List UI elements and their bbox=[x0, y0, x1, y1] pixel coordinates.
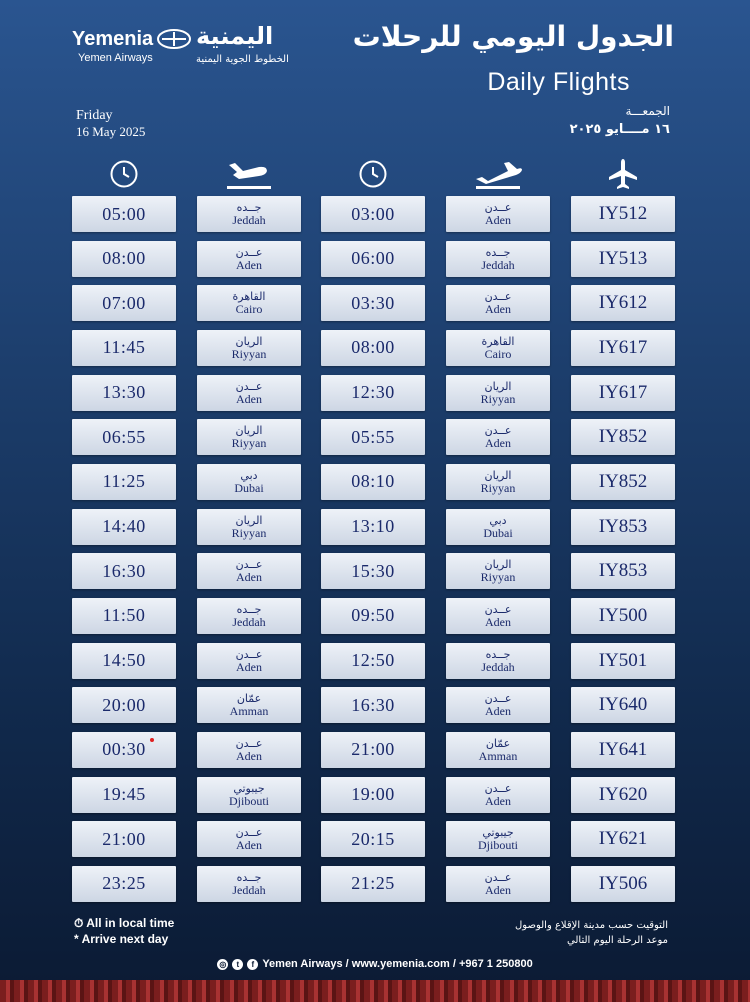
flight-cell bbox=[571, 553, 675, 589]
city-cell bbox=[446, 687, 550, 723]
flight-number: IY853 bbox=[598, 560, 648, 582]
flight-number: IY500 bbox=[598, 604, 648, 626]
city-name-ar: الريان bbox=[235, 513, 263, 527]
time-value: 21:00 bbox=[351, 739, 395, 760]
time-value: 09:50 bbox=[351, 605, 395, 626]
time-cell bbox=[72, 464, 176, 500]
departure-icon bbox=[446, 156, 550, 192]
time-cell bbox=[72, 509, 176, 545]
city-name-en: Aden bbox=[485, 436, 511, 451]
city-cell bbox=[197, 553, 301, 589]
logo-subtitle-ar: الخطوط الجوية اليمنية bbox=[196, 54, 289, 65]
time-cell bbox=[72, 330, 176, 366]
flight-number: IY620 bbox=[598, 783, 648, 805]
instagram-icon[interactable]: ◎ bbox=[217, 959, 228, 970]
time-cell bbox=[321, 866, 425, 902]
city-name-en: Aden bbox=[236, 391, 262, 406]
city-name-en: Aden bbox=[236, 838, 262, 853]
city-name-ar: عــدن bbox=[484, 290, 512, 304]
time-value: 19:45 bbox=[102, 784, 146, 805]
time-value: 21:25 bbox=[351, 873, 395, 894]
city-name-ar: عمّان bbox=[485, 736, 511, 750]
city-cell bbox=[197, 375, 301, 411]
facebook-icon[interactable]: f bbox=[247, 959, 258, 970]
time-value: 03:00 bbox=[351, 203, 395, 224]
city-cell bbox=[197, 598, 301, 634]
date-label-ar: ١٦ مــــايو ٢٠٢٥ bbox=[569, 122, 670, 137]
time-cell bbox=[72, 732, 176, 768]
flight-cell bbox=[571, 643, 675, 679]
city-cell bbox=[197, 643, 301, 679]
time-cell bbox=[321, 643, 425, 679]
city-name-en: Amman bbox=[478, 748, 518, 763]
clock-icon bbox=[321, 156, 425, 192]
time-value: 21:00 bbox=[102, 828, 146, 849]
time-cell bbox=[72, 375, 176, 411]
city-name-en: Aden bbox=[236, 748, 262, 763]
city-name-ar: عــدن bbox=[235, 379, 263, 393]
city-cell bbox=[446, 777, 550, 813]
time-value: 14:40 bbox=[102, 516, 146, 537]
city-name-ar: القاهرة bbox=[232, 290, 266, 304]
arrival-icon bbox=[197, 156, 301, 192]
twitter-icon[interactable]: t bbox=[232, 959, 243, 970]
flight-cell bbox=[571, 241, 675, 277]
city-cell bbox=[197, 285, 301, 321]
city-name-en: Jeddah bbox=[232, 882, 266, 897]
flight-number: IY617 bbox=[598, 336, 648, 358]
city-cell bbox=[446, 643, 550, 679]
flight-number-column bbox=[571, 196, 675, 911]
time-value: 08:00 bbox=[102, 248, 146, 269]
flight-cell bbox=[571, 330, 675, 366]
city-name-ar: عــدن bbox=[484, 692, 512, 706]
time-cell bbox=[72, 553, 176, 589]
city-name-ar: الريان bbox=[484, 379, 512, 393]
city-name-ar: عمّان bbox=[236, 692, 262, 706]
flight-number: IY506 bbox=[598, 872, 648, 894]
city-cell bbox=[197, 509, 301, 545]
time-cell bbox=[321, 464, 425, 500]
city-name-en: Riyyan bbox=[480, 570, 516, 585]
city-name-en: Aden bbox=[236, 257, 262, 272]
flight-cell bbox=[571, 285, 675, 321]
city-cell bbox=[197, 687, 301, 723]
city-name-en: Aden bbox=[236, 659, 262, 674]
time-cell bbox=[321, 687, 425, 723]
time-cell bbox=[72, 285, 176, 321]
city-name-ar: عــدن bbox=[484, 870, 512, 884]
time-value: 11:45 bbox=[102, 337, 146, 358]
clock-icon bbox=[72, 156, 176, 192]
city-name-en: Riyyan bbox=[231, 525, 267, 540]
city-name-en: Riyyan bbox=[480, 391, 516, 406]
city-cell bbox=[197, 330, 301, 366]
city-name-en: Riyyan bbox=[231, 436, 267, 451]
flight-number: IY513 bbox=[598, 247, 648, 269]
city-name-en: Riyyan bbox=[480, 480, 516, 495]
time-cell bbox=[321, 375, 425, 411]
time-value: 12:50 bbox=[351, 650, 395, 671]
time-value: 16:30 bbox=[351, 694, 395, 715]
city-name-ar: الريان bbox=[235, 334, 263, 348]
city-cell bbox=[197, 464, 301, 500]
city-name-ar: جــده bbox=[236, 201, 262, 214]
time-value: 03:30 bbox=[351, 292, 395, 313]
city-cell bbox=[446, 866, 550, 902]
time-cell bbox=[72, 598, 176, 634]
city-name-en: Amman bbox=[229, 704, 269, 719]
page-title-ar: الجدول اليومي للرحلات bbox=[352, 20, 674, 53]
time-cell bbox=[72, 241, 176, 277]
city-name-ar: عــدن bbox=[235, 826, 263, 840]
day-label-ar: الجمعـــة bbox=[625, 104, 670, 118]
city-cell bbox=[197, 241, 301, 277]
city-name-en: Riyyan bbox=[231, 346, 267, 361]
city-name-en: Aden bbox=[485, 213, 511, 227]
arrival-time-column bbox=[72, 196, 176, 911]
time-cell bbox=[321, 598, 425, 634]
time-value: 19:00 bbox=[351, 784, 395, 805]
time-cell bbox=[72, 687, 176, 723]
flight-cell bbox=[571, 464, 675, 500]
city-cell bbox=[446, 553, 550, 589]
destination-column bbox=[197, 196, 301, 911]
time-value: 08:10 bbox=[351, 471, 395, 492]
city-cell bbox=[446, 732, 550, 768]
flight-cell bbox=[571, 419, 675, 455]
time-cell bbox=[321, 732, 425, 768]
city-name-ar: عــدن bbox=[484, 781, 512, 795]
flight-cell bbox=[571, 687, 675, 723]
time-value: 23:25 bbox=[102, 873, 146, 894]
city-cell bbox=[197, 777, 301, 813]
city-name-ar: جــده bbox=[485, 647, 511, 661]
time-cell bbox=[321, 821, 425, 857]
yemenia-emblem-icon bbox=[156, 28, 192, 50]
time-cell bbox=[321, 553, 425, 589]
city-name-en: Dubai bbox=[234, 480, 264, 495]
flight-number: IY640 bbox=[598, 694, 648, 716]
day-label-en: Friday bbox=[76, 108, 113, 123]
city-name-en: Cairo bbox=[235, 302, 263, 317]
flight-cell bbox=[571, 866, 675, 902]
page-title-en: Daily Flights bbox=[487, 68, 630, 96]
city-cell bbox=[446, 464, 550, 500]
departure-time-column bbox=[321, 196, 425, 911]
city-name-ar: عــدن bbox=[484, 424, 512, 438]
note-local-time-ar: التوقيت حسب مدينة الإقلاع والوصول bbox=[515, 920, 668, 931]
time-cell bbox=[72, 866, 176, 902]
time-value: 00:30 bbox=[102, 739, 146, 760]
flight-number: IY617 bbox=[598, 381, 648, 403]
time-value: 16:30 bbox=[102, 560, 146, 581]
note-next-day-en: * Arrive next day bbox=[74, 932, 169, 946]
city-name-ar: الريان bbox=[484, 558, 512, 572]
time-cell bbox=[321, 509, 425, 545]
time-value: 05:55 bbox=[351, 426, 395, 447]
city-cell bbox=[446, 375, 550, 411]
time-value: 20:15 bbox=[351, 828, 395, 849]
city-name-ar: جــده bbox=[236, 602, 262, 616]
city-cell bbox=[446, 821, 550, 857]
time-cell bbox=[321, 777, 425, 813]
logo-text-en: Yemenia bbox=[72, 28, 154, 50]
flight-icon bbox=[571, 156, 675, 192]
city-name-ar: عــدن bbox=[235, 736, 263, 750]
flight-number: IY641 bbox=[598, 738, 648, 760]
note-next-day-ar: موعد الرحلة اليوم التالي bbox=[567, 935, 668, 946]
time-cell bbox=[72, 643, 176, 679]
city-name-en: Aden bbox=[485, 704, 511, 719]
origin-column bbox=[446, 196, 550, 911]
city-name-en: Jeddah bbox=[481, 659, 515, 674]
time-cell bbox=[321, 196, 425, 232]
city-name-en: Aden bbox=[485, 614, 511, 629]
logo-subtitle-en: Yemen Airways bbox=[78, 52, 153, 64]
time-value: 14:50 bbox=[102, 650, 146, 671]
city-cell bbox=[197, 196, 301, 232]
city-name-ar: القاهرة bbox=[481, 334, 515, 348]
time-value: 11:25 bbox=[102, 471, 146, 492]
city-name-ar: دبي bbox=[489, 513, 507, 527]
flight-cell bbox=[571, 196, 675, 232]
flight-number: IY612 bbox=[598, 292, 648, 314]
footer-contact-text: Yemen Airways / www.yemenia.com / +967 1 250800 bbox=[262, 958, 533, 970]
city-cell bbox=[446, 509, 550, 545]
city-name-en: Djibouti bbox=[477, 838, 518, 853]
flight-cell bbox=[571, 598, 675, 634]
flight-number: IY853 bbox=[598, 515, 648, 537]
city-name-ar: جــده bbox=[236, 870, 262, 884]
city-name-ar: عــدن bbox=[235, 647, 263, 661]
city-name-ar: الريان bbox=[484, 468, 512, 482]
city-name-en: Aden bbox=[485, 302, 511, 317]
flight-cell bbox=[571, 777, 675, 813]
note-local-time-en: ⏱ All in local time bbox=[74, 916, 175, 930]
city-cell bbox=[446, 598, 550, 634]
time-cell bbox=[321, 241, 425, 277]
date-label-en: 16 May 2025 bbox=[76, 124, 146, 139]
city-name-en: Dubai bbox=[483, 525, 513, 540]
logo-text-ar: اليمنية bbox=[196, 22, 274, 50]
clock-hand-icon: ⏱ bbox=[74, 916, 84, 930]
city-cell bbox=[197, 732, 301, 768]
decorative-band bbox=[0, 980, 750, 1002]
footer bbox=[0, 952, 750, 976]
city-cell bbox=[197, 821, 301, 857]
flight-cell bbox=[571, 375, 675, 411]
city-cell bbox=[197, 866, 301, 902]
city-cell bbox=[197, 419, 301, 455]
next-day-marker bbox=[150, 738, 154, 742]
time-cell bbox=[321, 330, 425, 366]
city-name-ar: دبي bbox=[240, 468, 258, 482]
city-name-ar: عــدن bbox=[235, 558, 263, 572]
flight-number: IY501 bbox=[598, 649, 648, 671]
time-cell bbox=[321, 419, 425, 455]
flight-number: IY852 bbox=[598, 470, 648, 492]
time-cell bbox=[321, 285, 425, 321]
city-cell bbox=[446, 285, 550, 321]
time-value: 06:00 bbox=[351, 248, 395, 269]
city-name-ar: جــده bbox=[485, 245, 511, 259]
time-cell bbox=[72, 777, 176, 813]
time-cell bbox=[72, 821, 176, 857]
city-name-en: Aden bbox=[485, 882, 511, 897]
time-value: 05:00 bbox=[102, 203, 146, 224]
city-name-en: Jeddah bbox=[232, 213, 266, 227]
city-name-ar: عــدن bbox=[484, 201, 512, 214]
time-value: 20:00 bbox=[102, 694, 146, 715]
time-value: 15:30 bbox=[351, 560, 395, 581]
city-name-en: Aden bbox=[236, 570, 262, 585]
city-name-ar: جيبوتي bbox=[233, 781, 265, 795]
city-name-en: Jeddah bbox=[481, 257, 515, 272]
city-name-en: Cairo bbox=[484, 346, 512, 361]
time-cell bbox=[72, 196, 176, 232]
city-cell bbox=[446, 196, 550, 232]
time-value: 13:10 bbox=[351, 516, 395, 537]
city-name-ar: الريان bbox=[235, 424, 263, 438]
flight-cell bbox=[571, 821, 675, 857]
time-value: 06:55 bbox=[102, 426, 146, 447]
city-name-en: Aden bbox=[485, 793, 511, 808]
flight-number: IY621 bbox=[598, 828, 648, 850]
flight-cell bbox=[571, 732, 675, 768]
time-value: 11:50 bbox=[102, 605, 146, 626]
city-cell bbox=[446, 330, 550, 366]
asterisk-icon: * bbox=[74, 932, 79, 946]
city-name-en: Jeddah bbox=[232, 614, 266, 629]
city-name-ar: جيبوتي bbox=[482, 826, 514, 840]
city-name-ar: عــدن bbox=[484, 602, 512, 616]
time-cell bbox=[72, 419, 176, 455]
flight-cell bbox=[571, 509, 675, 545]
time-value: 12:30 bbox=[351, 382, 395, 403]
flight-number: IY512 bbox=[598, 203, 648, 224]
time-value: 13:30 bbox=[102, 382, 146, 403]
time-value: 07:00 bbox=[102, 292, 146, 313]
city-name-ar: عــدن bbox=[235, 245, 263, 259]
city-cell bbox=[446, 241, 550, 277]
time-value: 08:00 bbox=[351, 337, 395, 358]
city-cell bbox=[446, 419, 550, 455]
city-name-en: Djibouti bbox=[228, 793, 269, 808]
flight-number: IY852 bbox=[598, 426, 648, 448]
